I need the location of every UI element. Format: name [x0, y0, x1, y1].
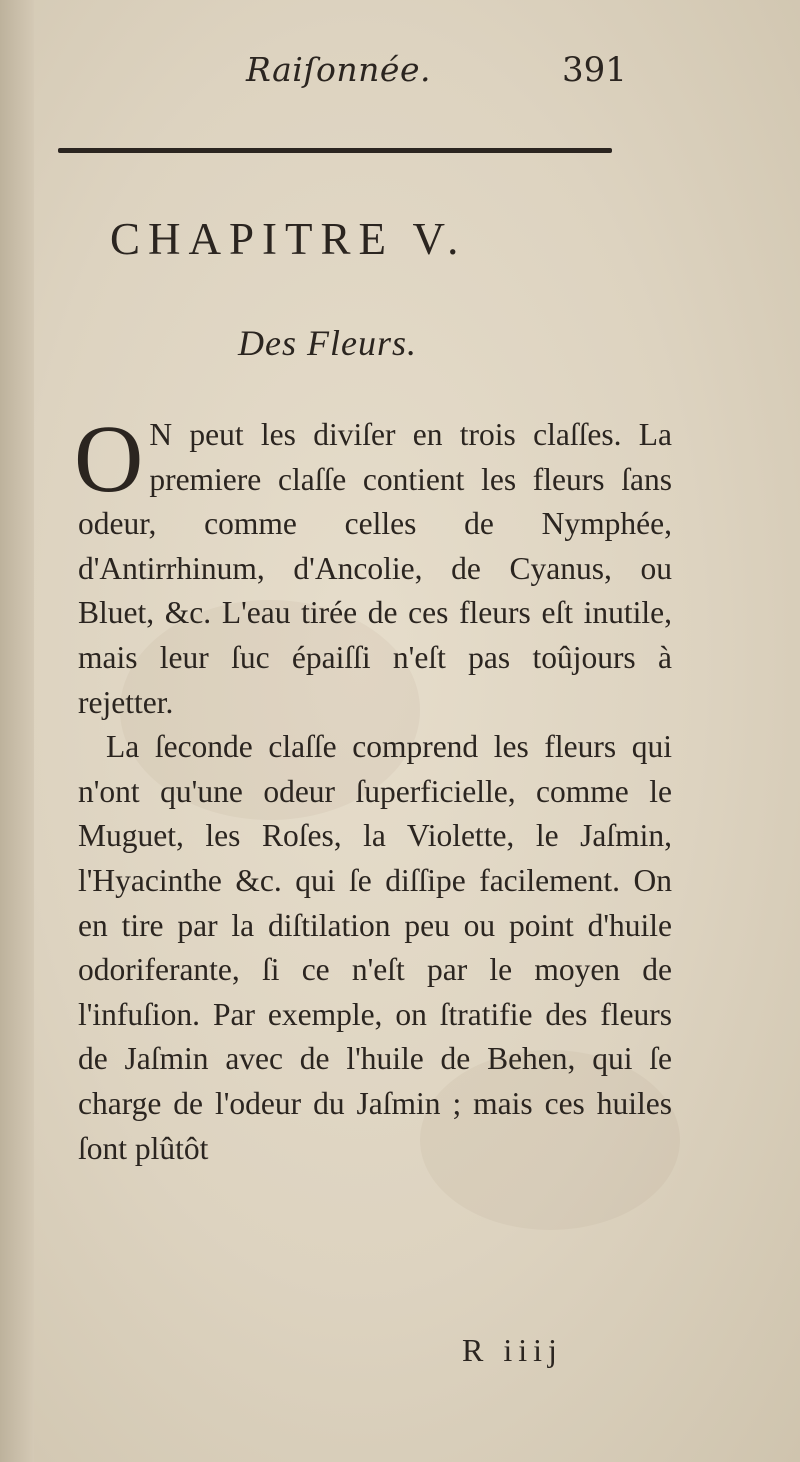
page-gutter — [0, 0, 34, 1462]
page-number: 391 — [562, 50, 627, 90]
paragraph-text: La ſeconde claſſe comprend les fleurs qui n'ont qu'une odeur ſuperficielle, comme le Muguet, les Roſes, la Violette, le Jaſmin, l'Hyacinthe &c. qui ſe diſſipe facilement. On en tire par la diſtilation peu ou point d'huile odoriferante, ſi ce n'eſt par le moyen de l'infuſion. Par exemple, on ſtratifie des fleurs de Jaſmin avec de l'huile de Behen, qui ſe charge de l'odeur du Jaſmin ; mais ces huiles ſont plûtôt — [78, 729, 672, 1166]
running-head: Raiſonnée. — [246, 50, 431, 89]
drop-cap: O — [74, 405, 144, 512]
chapter-title: CHAPITRE V. — [110, 214, 467, 264]
paragraph-1 — [74, 405, 672, 725]
body-text — [74, 405, 672, 1171]
signature-catchword: R iiij — [462, 1332, 563, 1368]
paragraph-text: N peut les diviſer en trois claſſes. La premiere claſſe contient les fleurs ſans odeur, comme celles de Nymphée, d'Antirrhinum, d'Ancolie, de Cyanus, ou Bluet, &c. L'eau tirée de ces fleurs eſt inutile, mais leur ſuc épaiſſi n'eſt pas toûjours à rejetter. — [78, 417, 672, 720]
header-rule — [58, 148, 612, 153]
paragraph-2 — [78, 725, 672, 1171]
section-title: Des Fleurs. — [238, 323, 417, 363]
